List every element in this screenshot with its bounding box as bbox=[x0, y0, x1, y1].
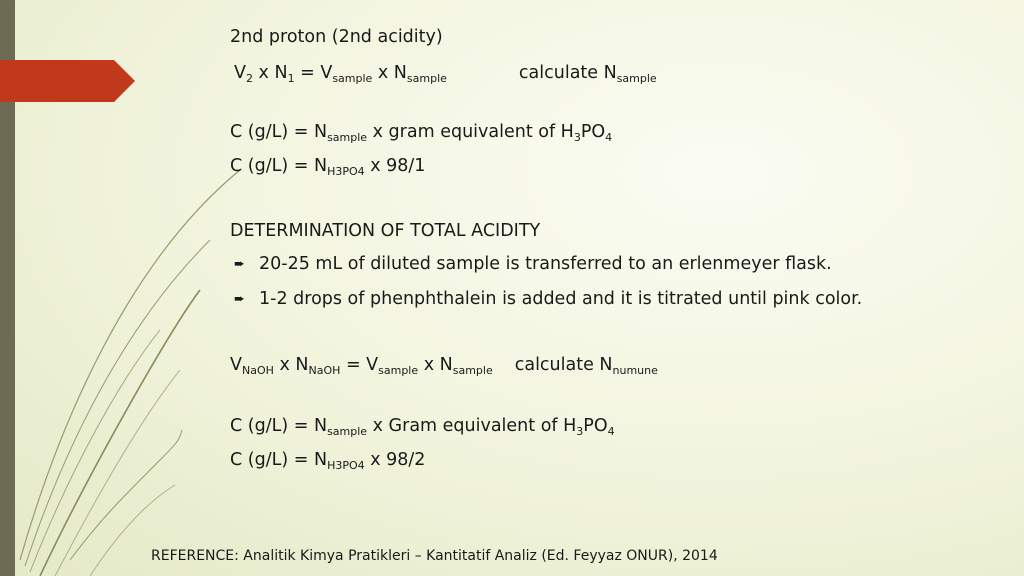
formula-normality-total-acidity: $V_{NaOH}$ x $N_{NaOH} = V_{sample}$ x $N_{sample}$ calculate $N_{numune}$ bbox=[230, 355, 658, 377]
accent-arrow-tab bbox=[0, 60, 135, 102]
heading-second-proton: 2nd proton (2nd acidity) bbox=[230, 27, 443, 47]
bullet-item-diluted-sample: 20-25 mL of diluted sample is transferred to an erlenmeyer flask. bbox=[259, 254, 832, 274]
arrow-bullet-icon: ➨ bbox=[234, 292, 245, 307]
formula-normality-2nd-proton: $V_2$ x $N_1 = V_{sample}$ x $N_{sample}$ calculate $N_{sample}$ bbox=[234, 63, 657, 85]
formula-concentration-gram-equivalent-2: C $(g/L) = N_{sample}$ x Gram equivalent of $H_3PO_4$ bbox=[230, 416, 615, 438]
formula-concentration-98-2: C $(g/L) = N_{H3PO4}$ x 98/2 bbox=[230, 450, 426, 472]
formula-concentration-gram-equivalent: C $(g/L) = N_{sample}$ x gram equivalent of $H_3PO_4$ bbox=[230, 122, 613, 144]
reference-citation: REFERENCE: Analitik Kimya Pratikleri – Kantitatif Analiz (Ed. Feyyaz ONUR), 2014 bbox=[151, 548, 718, 564]
bullet-item-phenolphthalein: 1-2 drops of phenphthalein is added and it is titrated until pink color. bbox=[259, 289, 863, 309]
arrow-bullet-icon: ➨ bbox=[234, 257, 245, 272]
formula-concentration-98-1: C $(g/L) = N_{H3PO4}$ x 98/1 bbox=[230, 156, 426, 178]
heading-total-acidity: DETERMINATION OF TOTAL ACIDITY bbox=[230, 221, 541, 241]
